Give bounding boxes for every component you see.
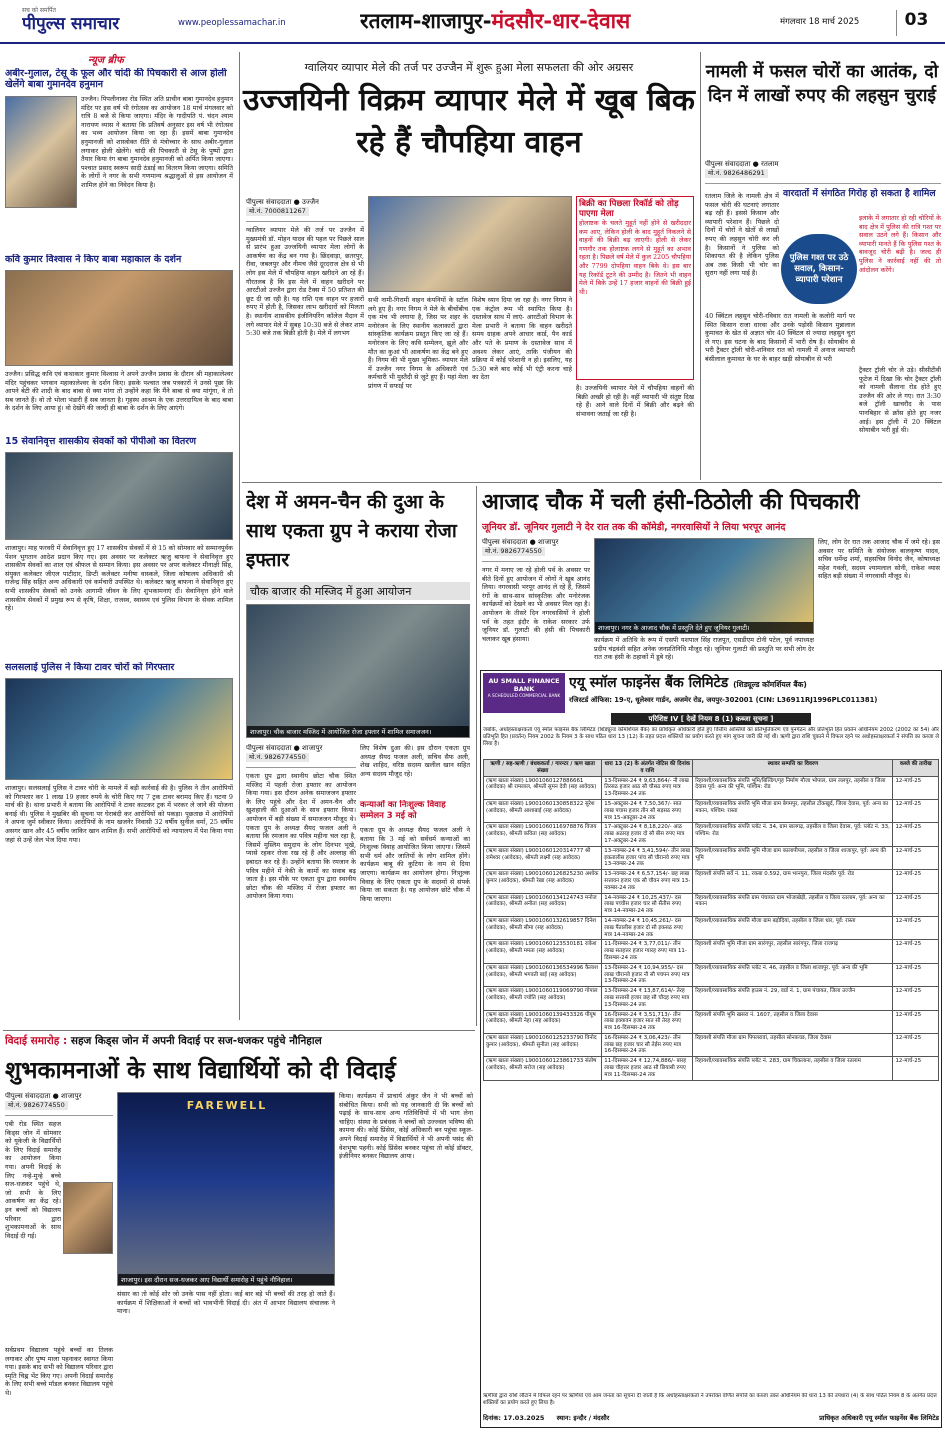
bank-cell-property: रिहायशी/व्यावसायिक संपत्ति ग्राम पंचायत ग्राम भोजाखेड़ी, तहसील व जिला रतलाम, पूर्व: अन्य का मकान (693, 893, 893, 916)
bank-cell-date: 12-मार्च-25 (893, 823, 939, 846)
bank-cell-notice: 16-दिसम्बर-24 ₹ 3,51,713/- तीन लाख इक्यावन हजार सात सौ तेरह रुपए मात्र 16-दिसम्बर-24 तक (602, 1010, 693, 1033)
bank-cell-notice: 13-दिसम्बर-24 ₹ 9,63,864/- नौ लाख तिरसठ हजार आठ सौ चौसठ रुपए मात्र 13-दिसम्बर-24 तक (602, 776, 693, 799)
vikram-kicker: ग्वालियर व्यापार मेले की तर्ज पर उज्जैन में शुरू हुआ मेला सफलता की ओर अग्रसर (304, 61, 634, 74)
bank-cell-date: 12-मार्च-25 (893, 1033, 939, 1056)
azad-subhead: जूनियर डॉ. जूनियर गुलाटी ने देर रात तक की कॉमेडी, नगरवासियों ने लिया भरपूर आनंद (482, 522, 786, 533)
bank-cell-property: रिहायशी/व्यावसायिक संपत्ति मौजा ग्राम बड़ोदिया, तहसील व जिला धार, पूर्व: रास्ता (693, 916, 893, 939)
brief-headline-2: कवि कुमार विश्वास ने किए बाबा महाकाल के दर्शन (5, 254, 182, 265)
bank-cell-borrower: (ऋण खाता संख्या) L9001060123861733 संतोष (आवेदक), श्रीमती सरोज (सह आवेदक) (484, 1057, 602, 1080)
bank-cell-date: 12-मार्च-25 (893, 1010, 939, 1033)
bank-notice-title: परिशिष्ट IV [ देखें नियम 8 (1) कब्जा सूचना ] (611, 713, 811, 725)
bank-date-label: दिनांक: 17.03.2025 (483, 1414, 545, 1422)
vidai-body-3: किया। कार्यक्रम में प्राचार्य अंकुर जैन ने भी बच्चों को संबोधित किया। सभी को यह जानकारी दी कि बच्चों को पढ़ाई के साथ-साथ अन्य गतिविधियों में भी भाग लेना चाहिए। संस्था के प्रबंधक ने बच्चों को उज्ज्वल भविष्य की कामना की। कोई प्रिंसेस, कोई अधिकारी बन पहुंचा स्कूल- अपने विदाई समारोह में विद्यार्थियों ने भी अपनी पसंद की वेशभूषा पहनी। कोई प्रिंसेस बनकर पहुंचा तो कोई डॉक्टर, इंजीनियर बनकर विद्यालय आया। (339, 1092, 473, 1161)
logo-tag: सच को समर्पित (22, 7, 56, 14)
bank-cell-property: रिहायशी संपत्ति मौजा ग्राम पिपलरावां, तहसील सोनकच्छ, जिला देवास (693, 1033, 893, 1056)
bank-logo-sub: A SCHEDULED COMMERCIAL BANK (487, 693, 561, 698)
teacher-photo (63, 1182, 113, 1254)
bank-title-tag: (शिड्यूल्ड कॉमर्शियल बैंक) (733, 680, 807, 689)
bank-cell-date: 12-मार्च-25 (893, 776, 939, 799)
namli-quote (781, 234, 857, 304)
bank-table-row (484, 963, 939, 986)
iftar-headline: देश में अमन-चैन की दुआ के साथ एकता ग्रुप ने कराया रोजा इफ्तार (246, 491, 457, 571)
vidai-kicker (5, 1034, 475, 1050)
bank-cell-notice: 13-नवम्बर-24 ₹ 6,57,154/- छह लाख सत्तावन हजार एक सौ चौवन रुपए मात्र 13-नवम्बर-24 तक (602, 870, 693, 893)
namli-body-2: इलाके में लगातार हो रही चोरियों के बाद क्षेत्र में पुलिस की रात्रि गश्त पर सवाल उठने लगे हैं। किसान और व्यापारी मानते हैं कि पुलिस गश्त के बावजूद चोरी बढ़ी है। जल्द ही पुलिस ने कार्रवाई नहीं की तो आंदोलन करेंगे। (859, 214, 941, 274)
bank-cell-borrower: (ऋण खाता संख्या) L9001060134124743 मनोज (आवेदक), श्रीमती अनीता (सह आवेदक) (484, 893, 602, 916)
azad-photo-caption: शाजापुर। नगर के आजाद चौक में प्रस्तुति देते हुए जूनियर गुलाटी। (595, 622, 813, 633)
iftar-byline-text: पीपुल्स संवाददाता ● शाजापुर (246, 744, 323, 752)
bank-place-label: स्थान: इन्दौर / मंदसौर (556, 1414, 610, 1422)
bank-table-row (484, 1010, 939, 1033)
namli-story (703, 54, 943, 482)
bank-cell-date: 12-मार्च-25 (893, 987, 939, 1010)
iftar-body-3: एकता ग्रुप के अध्यक्ष सैयद फजल अली ने बताया कि 3 मई को सर्वधर्म कन्याओं का निःशुल्क विवाह आयोजित किया जाएगा। जिसमें सभी धर्म और जातियों के लोग शामिल होंगे। कार्यक्रम बाबू की कुटिया के नाम से दिया जाएगा। कार्यक्रम का आयोजन होगा। निःशुल्क विवाह के लिए एकता ग्रुप के सदस्यों से संपर्क किया जा सकता है। यह आयोजन छोटे चौक में किया जाएगा। (360, 826, 470, 903)
vikram-mobile: मो.नं. 7000811267 (246, 207, 309, 216)
bank-table (483, 759, 939, 1081)
bank-cell-notice: 11-दिसम्बर-24 ₹ 3,77,011/- तीन लाख सतहत्तर हजार ग्यारह रुपए मात्र 11-दिसम्बर-24 तक (602, 940, 693, 963)
iftar-mobile: मो.नं. 9826774550 (246, 753, 309, 762)
bank-cell-property: रिहायशी/व्यावसायिक संपत्ति भूमि/बिल्डिंग/गृह निर्माण मौजा भोपाल, ग्राम ललपुर, तहसील व जिला देवास पूर्व: अन्य की भूमि, पश्चिम: रोड (693, 776, 893, 799)
namli-headline: नामली में फसल चोरों का आतंक, दो दिन में लाखों रुपए की लहसुन चुराई (705, 62, 939, 106)
vikram-byline (246, 198, 364, 222)
bank-title-text: एयू स्मॉल फाइनेंस बैंक लिमिटेड (569, 675, 729, 691)
bank-table-row (484, 893, 939, 916)
bank-col-property: स्थावर सम्पत्ति का विवरण (693, 760, 893, 777)
farewell-photo (117, 1092, 335, 1286)
azad-body-1: नगर में मनाए जा रहे होली पर्व के अवसर पर बीते दिनों हुए आयोजन में लोगों ने खूब आनंद लिया। नगरवासी भरपूर आनंद ले रहे हैं, जिसमें रंगों के साथ-साथ सांस्कृतिक और मनोरंजक कार्यक्रमों को देखने का भी अवसर मिल रहा है। आयोजन के तीसरे दिन नगरवासियों ने होली पर्व के तहत इंदौर के राकेश सरकार उर्फ जूनियर डॉ. गुलाटी की हंसी की पिचकारी चलाकर खूब हंसाया। (482, 566, 590, 643)
bank-signatory: प्राधिकृत अधिकारी एयू स्मॉल फाइनेंस बैंक लिमिटेड (819, 1414, 939, 1422)
kumar-vishwas-photo (5, 270, 233, 366)
police-arrest-photo (5, 678, 233, 780)
bank-cell-notice: 17-अक्टूबर-24 ₹ 8,18,220/- आठ लाख अठारह हजार दो सौ बीस रुपए मात्र 17-अक्टूबर-24 तक (602, 823, 693, 846)
bank-table-header (484, 760, 939, 777)
bank-cell-borrower: (ऋण खाता संख्या) L9001060132619857 दिनेश (आवेदक), श्रीमती सीमा (सह आवेदक) (484, 916, 602, 939)
brief-body-1: उज्जैन। पिपलीनाका रोड स्थित अति प्राचीन बाबा गुमानदेव हनुमान मंदिर पर इस वर्ष भी रंगोत्सव का आयोजन 18 मार्च मंगलवार को रात्रि 8 बजे से किया जाएगा। मंदिर के गादीपति पं. चंदन श्याम नारायण व्यास ने बताया कि प्रतिवर्ष अनुसार इस वर्ष भी रंगोत्सव का भव्य आयोजन किया जा रहा है। इसमें बाबा गुमानदेव हनुमानजी को शास्त्रोक्त रीति से मंत्रोच्चार के साथ अबीर-गुलाल लगाकर होली खेलेंगे। चांदी की पिचकारी से टेसू के पुष्पों द्वारा तैयार किया रंग बाबा गुमानदेव हनुमानजी को अर्पित किया जाएगा। पश्चात प्रसाद स्वरूप सादी ठंडाई का वितरण किया जाएगा। समिति के लोगों ने नगर के सभी गणमान्य श्रद्धालुओं से इस आयोजन में शामिल होने का निवेदन किया है। (81, 95, 233, 189)
bank-cell-borrower: (ऋण खाता संख्या) L9001060136534996 कैलाश (आवेदक), श्रीमती भगवती बाई (सह आवेदक) (484, 963, 602, 986)
vidai-kicker-text: सहज किड्स जोन में अपनी विदाई पर सज-धजकर पहुंचे नौनिहाल (70, 1035, 322, 1047)
azad-byline (482, 538, 590, 562)
vikram-box-body: होलाष्टक के चलते मुहूर्त नहीं होने से खरीददार कम आए, लेकिन होली के बाद मुहूर्त निकलने से वाहनों की बिक्री बढ़ जाएगी। होली से लेकर गणगौर तक होलाष्टक लगने से मुहूर्त का अभाव रहता है। पिछले वर्ष मेले में कुल 2205 चौपहिया और 7799 दोपहिया वाहन बिके थे। इस बार यह रिकॉर्ड टूटने की उम्मीद है। जितने भी वाहन मेले में बिके उन्हें 17 हजार वाहनों की बिक्री हुई थी। (579, 219, 691, 296)
iftar-subhead: चौक बाजार की मस्जिद में हुआ आयोजन (246, 582, 470, 600)
namli-byline-text: पीपुल्स संवाददाता ● रतलाम (705, 160, 779, 168)
bank-table-row (484, 1057, 939, 1080)
iftar-body-2: लिए विशेष दुआ की। इस दौरान एकता ग्रुप अध्यक्ष सैयद फजल अली, सचिव सैफ अली, शेख शाहिद, वरिष्ठ सदस्य खलील खान सहित अन्य सदस्य मौजूद रहे। (360, 744, 470, 778)
au-bank-notice (480, 670, 942, 1428)
bank-cell-property: रिहायशी संपत्ति भूमि मौजा ग्राम सारंगपुर, तहसील सारंगपुर, जिला राजगढ़ (693, 940, 893, 963)
page-number: 03 (896, 10, 936, 36)
brief-headline-4: सलसलाई पुलिस ने किया टावर चोरों को गिरफ्तार (5, 662, 175, 673)
ppo-distribution-photo (5, 452, 233, 540)
bank-col-date: कब्जे की तारीख (893, 760, 939, 777)
vidai-body-4: संसार का तो कोई शोर जो उनके पास नहीं होता। कई बार बड़े भी बच्चों की तरह हो जाते हैं। कार्यक्रम में शिक्षिकाओं ने बच्चों को भावभीनी विदाई दी। अंत में आभार विद्यालय संचालक ने माना। (117, 1290, 335, 1316)
bank-cell-date: 12-मार्च-25 (893, 940, 939, 963)
vidai-byline (5, 1092, 113, 1116)
logo (22, 6, 172, 36)
azad-photo (594, 538, 814, 634)
iftar-photo (246, 604, 470, 738)
bank-cell-borrower: (ऋण खाता संख्या) L9001060116978876 विजय (आवेदक), श्रीमती कविता (सह आवेदक) (484, 823, 602, 846)
bank-date (483, 1413, 939, 1425)
bank-cell-notice: 13-दिसम्बर-24 ₹ 13,87,614/- तेरह लाख सत्तासी हजार छह सौ चौदह रुपए मात्र 13-दिसम्बर-24 तक (602, 987, 693, 1010)
edition-title-b: मंदसौर-धार-देवास (491, 9, 631, 33)
news-brief-column (3, 52, 235, 1032)
brief-headline-1: अबीर-गुलाल, टेसू के फूल और चांदी की पिचकारी से आज होली खेलेंगे बाबा गुमानदेव हनुमान (5, 68, 227, 90)
bank-table-row (484, 799, 939, 822)
logo-text: पीपुल्स समाचार (22, 14, 120, 34)
iftar-photo-caption: शाजापुर। चौक बाजार मस्जिद में आयोजित रोजा इफ्तार में शामिल समाजजन। (247, 726, 469, 737)
bank-table-row (484, 987, 939, 1010)
bank-cell-notice: 15-अक्टूबर-24 ₹ 7,50,367/- सात लाख पचास हजार तीन सौ सड़सठ रुपए मात्र 15-अक्टूबर-24 तक (602, 799, 693, 822)
brief-body-3: शाजापुर। माह फरवरी में सेवानिवृत्त हुए 17 शासकीय सेवकों में से 15 को सोमवार को सम्मानपूर्वक पेंशन भुगतान आदेश प्रदान किए गए। इस अवसर पर कलेक्टर ऋजु बाफना ने सेवानिवृत्त हुए शासकीय सेवकों का शाल एवं श्रीफल से सम्मान किया। इस अवसर पर अपर कलेक्टर मीनाक्षी सिंह, संयुक्त कलेक्टर जीएल पाटीदार, डिप्टी कलेक्टर मनीषा वास्कले, जिला कोषालय अधिकारी श्री राजेन्द्र सिंह सहित अन्य अधिकारी एवं कर्मचारी उपस्थित थे। कलेक्टर ऋजु बाफना ने सेवानिवृत्त हुए सभी शासकीय सेवकों को उनके आगामी जीवन के लिए शुभकामनाएं दीं। सेवानिवृत्त होने वाले शासकीय सेवकों में प्रमुख रूप से कृषि, शिक्षा, राजस्व, स्वास्थ्य एवं पुलिस विभाग के सेवक शामिल रहे। (5, 544, 233, 613)
bank-address: रजिस्टर्ड ऑफिस: 19-ए, धूलेश्वर गार्डन, अजमेर रोड, जयपुर-302001 (CIN: L36911RJ1996PLC011381) (569, 696, 878, 704)
vidai-kicker-label: विदाई समारोह : (5, 1035, 68, 1047)
bank-footer: ऋणीयों द्वारा राशि लौटाने में विफल रहने पर ऋणियों एवं आम जनता को सूचना दी जाती है कि अधोहस्ताक्षरकर्ता ने उपरोक्त वर्णित संपत्ति का कब्जा उक्त अधिनियम की धारा 13 की उपधारा (4) के साथ पठित नियम 8 के अंतर्गत प्रदत्त शक्तियों का प्रयोग करते हुए लिया है। (483, 1393, 937, 1406)
vidai-body-2: सर्वप्रथम विद्यालय पहुंचे बच्चों का तिलक लगाकर और पुष्प माला पहनाकर स्वागत किया गया। इसके बाद सभी को विद्यालय परिवार द्वारा स्मृति चिह्न भेंट किए गए। अपनी विदाई समारोह के लिए सभी बच्चे मॉडल बनकर विद्यालय पहुंचे थे। (5, 1346, 113, 1397)
iftar-story (242, 486, 472, 1026)
vikram-body-2: सभी नामी-गिरामी वाहन कंपनियों के स्टॉल लगे हुए हैं। नगर निगम ने मेले के बीचोंबीच एक मंच भी लगाया है, जिस पर शहर के मनोरंजन के लिए स्थानीय कलाकारों द्वारा सांस्कृतिक कार्यक्रम प्रस्तुत किए जा रहे हैं। मनोरंजन के लिए कवि सम्मेलन, झूले और मौत का कुआं भी आकर्षण का केंद्र बने हुए हैं। निगम की भी मुख्य भूमिका- व्यापार मेले में उज्जैन नगर निगम के अधिकारी एवं कर्मचारी भी मुस्तैदी से जुटे हुए हैं। यहां मेला प्रांगण में सफाई पर (368, 296, 468, 390)
bank-cell-date: 12-मार्च-25 (893, 963, 939, 986)
vidai-mobile: मो.नं. 9826774550 (5, 1101, 68, 1110)
bank-cell-date: 12-मार्च-25 (893, 846, 939, 869)
bank-cell-borrower: (ऋण खाता संख्या) L9001060126825230 अशोक कुमार (आवेदक), श्रीमती रेखा (सह आवेदक) (484, 870, 602, 893)
bank-cell-date: 12-मार्च-25 (893, 799, 939, 822)
edition-title (360, 6, 760, 36)
namli-subhead: वारदातों में संगठित गिरोह हो सकता है शामिल (783, 188, 936, 199)
bank-cell-borrower: (ऋण खाता संख्या) L9001060119069790 गोपाल (आवेदक), श्रीमती ज्योति (सह आवेदक) (484, 987, 602, 1010)
bank-cell-notice: 13-नवम्बर-24 ₹ 3,41,594/- तीन लाख इकतालीस हजार पांच सौ चौरानवे रुपए मात्र 13-नवम्बर-24 तक (602, 846, 693, 869)
vidai-headline: शुभकामनाओं के साथ विद्यार्थियों को दी विदाई (5, 1056, 396, 1084)
issue-date: मंगलवार 18 मार्च 2025 (780, 17, 860, 27)
iftar-subhead-2: कन्याओं का निःशुल्क विवाह सम्मेलन 3 मई को (360, 800, 446, 821)
azad-mobile: मो.नं. 9826774550 (482, 547, 545, 556)
bank-cell-borrower: (ऋण खाता संख्या) L9001060139433326 पीयूष (आवेदक), श्रीमती नेहा (सह आवेदक) (484, 1010, 602, 1033)
vidai-byline-text: पीपुल्स संवाददाता ● शाजापुर (5, 1092, 82, 1100)
vikram-body-3: विशेष ध्यान दिया जा रहा है। नगर निगम ने एक कंट्रोल रूम भी स्थापित किया है। दस्तावेज साथ में लाएं- आरटीओ विभाग के मेला प्रभारी ने बताया कि वाहन खरीदते समय ग्राहक अपने आधार कार्ड, पैन कार्ड और पते के प्रमाण के दस्तावेज साथ में अवश्य लेकर आएं, ताकि पंजीयन की प्रक्रिया में कोई परेशानी न हो। इसलिए, यह 5:30 बजे बाद कोई भी एंट्री करना चाहे का देता (472, 296, 572, 382)
bank-cell-property: रिहायशी संपत्ति सर्वे नं. 11, रकबा 0.592, ग्राम भानपुरा, जिला मंदसौर पूर्व: रोड (693, 870, 893, 893)
brief-headline-3: 15 सेवानिवृत्त शासकीय सेवकों को पीपीओ का वितरण (5, 436, 197, 447)
website[interactable]: www.peoplessamachar.in (178, 18, 286, 28)
vikram-body-4: है। उज्जयिनी व्यापार मेले में चौपहिया वाहनों की बिक्री अच्छी हो रही है। वहीं व्यापारी भी संतुष्ट दिख रहे हैं। आने वाले दिनों में बिक्री और बढ़ने की संभावना जताई जा रही है। (576, 384, 694, 418)
bank-cell-property: रिहायशी/व्यावसायिक संपत्ति प्लॉट नं. 283, ग्राम चिकलाना, तहसील व जिला रतलाम (693, 1057, 893, 1080)
vikram-byline-text: पीपुल्स संवाददाता ● उज्जैन (246, 198, 319, 206)
bank-cell-property: रिहायशी/व्यावसायिक संपत्ति भूमि मौजा ग्राम बेगमपुर, तहसील टोंकखुर्द, जिला देवास, पूर्व: अन्य का मकान, पश्चिम: रास्ता (693, 799, 893, 822)
bank-title (569, 673, 939, 693)
bank-cell-date: 12-मार्च-25 (893, 893, 939, 916)
bank-cell-property: रिहायशी/व्यावसायिक संपत्ति भूमि मौजा ग्राम कालापीपल, तहसील व जिला शाजापुर, पूर्व: अन्य की भूमि (693, 846, 893, 869)
bank-cell-borrower: (ऋण खाता संख्या) L9001060125233790 विनोद कुमार (आवेदक), श्रीमती सुनीता (सह आवेदक) (484, 1033, 602, 1056)
iftar-body-1: एकता ग्रुप द्वारा स्थानीय छोटा चौक स्थित मस्जिद में पहली रोजा इफ्तार का आयोजन किया गया। इस दौरान अनेक समाजजन इफ्तार के लिए पहुंचे और देश में अमन-चैन और खुशहाली की दुआओं के साथ इफ्तार किया। आयोजन में बड़ी संख्या में समाजजन मौजूद थे। एकता ग्रुप के अध्यक्ष सैयद फजल अली ने बताया कि रमजान का पवित्र महीना चल रहा है, जिसमें मुस्लिम समुदाय के लोग दिनभर भूखे, प्यासे रहकर रोजा रख रहे हैं और अल्लाह की इबादत कर रहे हैं। उन्होंने बताया कि रमजान के पवित्र महीने में नेकी के कामों का सवाब बढ़ जाता है। इस मौके पर एकता ग्रुप द्वारा स्थानीय छोटा चौक की मस्जिद में रोजा इफ्तार का आयोजन किया गया। (246, 772, 356, 901)
namli-byline (705, 160, 941, 184)
namli-mobile: मो.नं. 9826486291 (705, 169, 768, 178)
vikram-mela-story (242, 50, 696, 482)
bank-cell-property: रिहायशी/व्यावसायिक संपत्ति प्लॉट नं. 46, तहसील व जिला शाजापुर, पूर्व: अन्य की भूमि (693, 963, 893, 986)
bank-cell-property: रिहायशी/व्यावसायिक संपत्ति प्लॉट नं. 34, ग्राम बालगढ़, तहसील व जिला देवास, पूर्व: प्लॉट नं. 33, पश्चिम: रोड (693, 823, 893, 846)
bank-cell-borrower: (ऋण खाता संख्या) L9001060123530181 राकेश (आवेदक), श्रीमती ममता (सह आवेदक) (484, 940, 602, 963)
vikram-box-title: बिक्री का पिछला रिकॉर्ड को तोड़ पाएगा मेला (579, 199, 679, 219)
bank-cell-borrower: (ऋण खाता संख्या) L9001060127886661 (आवेदक) श्री रामलाल, श्रीमती सुमन देवी (सह आवेदक) (484, 776, 602, 799)
bank-table-wrap (483, 759, 939, 1389)
bank-cell-date: 12-मार्च-25 (893, 1057, 939, 1080)
vikram-mela-photo (368, 196, 572, 292)
bank-col-borrower: ऋणी / सह-ऋणी / बंधककर्ता / गारन्टर / ऋण खाता संख्या (484, 760, 602, 777)
edition-title-a: रतलाम-शाजापुर- (360, 9, 492, 33)
vikram-headline: उज्जयिनी विक्रम व्यापार मेले में खूब बिक रहे हैं चौपहिया वाहन (243, 83, 695, 160)
bank-table-row (484, 940, 939, 963)
namli-quote-text: पुलिस गश्त पर उठे सवाल, किसान-व्यापारी परेशान (789, 252, 849, 285)
bank-cell-property: रिहायशी संपत्ति भूमि खसरा नं. 1607, तहसील व जिला देवास (693, 1010, 893, 1033)
bank-cell-notice: 14-नवम्बर-24 ₹ 10,25,437/- दस लाख पच्चीस हजार चार सौ सैंतीस रुपए मात्र 14-नवम्बर-24 तक (602, 893, 693, 916)
bank-cell-notice: 11-दिसम्बर-24 ₹ 12,74,886/- बारह लाख चौहत्तर हजार आठ सौ छियासी रुपए मात्र 11-दिसम्बर-24 तक (602, 1057, 693, 1080)
brief-body-4: शाजापुर। सलसलाई पुलिस ने टावर चोरी के मामले में बड़ी कार्रवाई की है। पुलिस ने तीन आरोपियों को गिरफ्तार कर 1 लाख 19 हजार रुपये के चोरी किए गए 7 ट्रक टावर बरामद किए हैं। घटना 9 मार्च की है। थाना प्रभारी ने बताया कि आरोपियों ने टावर काटकर ट्रक में भरकर ले जाने की योजना बनाई थी। पुलिस ने मुखबिर की सूचना पर घेराबंदी कर आरोपियों को पकड़ा। पूछताछ में आरोपियों ने अपना जुर्म स्वीकार किया। आरोपियों के नाम खजनेर निवासी 32 वर्षीय सुनील वर्मा, 25 वर्षीय असगर खान और 45 वर्षीय जाकिर खान शामिल हैं। सभी आरोपियों को न्यायालय में पेश किया गया जहां से उन्हें जेल भेज दिया गया। (5, 784, 233, 844)
vikram-body-1: ग्वालियर व्यापार मेले की तर्ज पर उज्जैन में मुख्यमंत्री डॉ. मोहन यादव की पहल पर पिछले साल से प्रारंभ हुआ उज्जयिनी व्यापार मेला लोगों के आकर्षण का केंद्र बन गया है। छिंदवाड़ा, छतरपुर, रीवा, जबलपुर और नीमच जैसे दूरदराज क्षेत्र से भी लोग इस मेले में चौपहिया वाहन खरीदने आ रहे हैं। गौरतलब है कि इस मेले में वाहन खरीदने पर आरटीओ उज्जैन द्वारा रोड टैक्स में 50 प्रतिशत की छूट दी जा रही है। यह राशि एक वाहन पर हजारों रुपए में होती है, जिसका लाभ खरीदारों को मिलता है। स्थानीय शासकीय इंजीनियरिंग कॉलेज मैदान में लगे व्यापार मेले में सुबह 10:30 बजे से लेकर शाम 5:30 बजे तक बिक्री होती है। मेले में लगभग (246, 226, 364, 338)
hanuman-photo (5, 96, 77, 208)
bank-cell-notice: 14-नवम्बर-24 ₹ 10,45,261/- दस लाख पैंतालीस हजार दो सौ इकसठ रुपए मात्र 14-नवम्बर-24 तक (602, 916, 693, 939)
vikram-sidebox (576, 196, 694, 380)
bank-cell-date: 12-मार्च-25 (893, 870, 939, 893)
azad-body-3: लिए, लोग देर रात तक आजाद चौक में जमे रहे। इस अवसर पर समिति के संयोजक बालकृष्ण यादव, सचिव धर्मेन्द्र शर्मा, सहसचिव विनोद जैन, कोषाध्यक्ष महेश गवली, सदस्य श्यामलाल सोनी, राकेश व्यास सहित बड़ी संख्या में नगरवासी मौजूद थे। (818, 538, 940, 581)
bank-intro: जबकि, अधोहस्ताक्षरकर्ता एयू स्मॉल फाइनेंस बैंक लिमिटेड (शिड्यूल्ड कॉमर्शियल बैंक) का प्राधिकृत अधिकारी होते हुए वित्तीय आस्तियों का प्रतिभूतिकरण एवं पुनर्गठन और प्रतिभूति हित प्रवर्तन अधिनियम 2002 (2002 का 54) और प्रतिभूति हित (प्रवर्तन) नियम 2002 के नियम 3 के साथ पठित धारा 13 (12) के तहत प्रदत्त शक्तियों का प्रयोग करते हुए मांग सूचना जारी की गई थी। ऋणी द्वारा राशि चुकाने में विफल रहने पर अधोहस्ताक्षरकर्ता ने संपत्ति का कब्जा ले लिया है। (483, 727, 939, 747)
bank-cell-borrower: (ऋण खाता संख्या) L9001060120314777 श्री रामेश्वर (आवेदक), श्रीमती लक्ष्मी (सह आवेदक) (484, 846, 602, 869)
bank-logo (483, 673, 565, 713)
masthead (0, 0, 945, 44)
namli-body-1: रतलाम जिले के नामली क्षेत्र में फसल चोरी की घटनाएं लगातार बढ़ रही हैं। इससे किसान और व्यापारी परेशान हैं। पिछले दो दिनों में चोरों ने खेतों से लाखों रुपए की लहसुन चोरी कर ली है। किसानों ने पुलिस को शिकायत की है लेकिन पुलिस अब तक किसी भी चोर का सुराग नहीं लगा पाई है। (705, 192, 779, 278)
bank-cell-notice: 13-दिसम्बर-24 ₹ 10,94,955/- दस लाख चौरानवे हजार नौ सौ पचपन रुपए मात्र 13-दिसम्बर-24 तक (602, 963, 693, 986)
bank-cell-property: रिहायशी/व्यावसायिक संपत्ति हाउस नं. 29, वार्ड नं. 1, ग्राम पंचायत, जिला उज्जैन (693, 987, 893, 1010)
bank-table-row (484, 916, 939, 939)
bank-cell-notice: 16-दिसम्बर-24 ₹ 3,06,423/- तीन लाख छह हजार चार सौ तेईस रुपए मात्र 16-दिसम्बर-24 तक (602, 1033, 693, 1056)
bank-logo-text: AU SMALL FINANCE BANK (488, 677, 560, 693)
vidai-story (3, 1034, 475, 1434)
vidai-body-1: एबी रोड स्थित सहज किड्स जोन में सोमवार को यूकेजी के विद्यार्थियों के लिए विदाई समारोह का आयोजन किया गया। अपनी विदाई के लिए नन्हे-मुन्हे बच्चे सज-धजकर पहुंचे थे, जो सभी के लिए आकर्षण का केंद्र रहे। इन बच्चों को विद्यालय परिवार द्वारा शुभकामनाओं के साथ विदाई दी गई। (5, 1120, 61, 1240)
azad-body-2: कार्यक्रम में अतिथि के रूप में एसपी यशपाल सिंह राजपूत, एसडीएम टोनी पटेल, पूर्व नपाध्यक्ष प्रदीप चंद्रवंशी सहित अनेक जनप्रतिनिधि मौजूद रहे। जूनियर गुलाटी की प्रस्तुति पर सभी लोग देर रात तक हंसी के ठहाकों में डूबे रहे। (594, 636, 814, 662)
azad-chowk-story (480, 486, 942, 666)
bank-cell-date: 12-मार्च-25 (893, 916, 939, 939)
azad-byline-text: पीपुल्स संवाददाता ● शाजापुर (482, 538, 559, 546)
namli-body-4: ट्रैक्टर ट्रॉली चोर ले उड़े। सीसीटीवी फुटेज में दिखा कि चोर ट्रैक्टर ट्रॉली को नामली सैलाना रोड होते हुए उज्जैन की ओर ले गए। रात 3:30 बजे ट्रॉली खाचरौद के पास पानबिहार से क्रॉस होते हुए नजर आई। इस ट्रॉली में 20 क्विंटल सोयाबीन भरी हुई थी। (859, 366, 941, 435)
bank-table-row (484, 870, 939, 893)
bank-col-notice: धारा 13 (2) के अंतर्गत नोटिस की दिनांक व राशि (602, 760, 693, 777)
bank-cell-borrower: (ऋण खाता संख्या) L9001060130858322 सुरेश (आवेदक), श्रीमती आशाबाई (सह आवेदक) (484, 799, 602, 822)
farewell-banner: FAREWELL (186, 1099, 268, 1112)
namli-body-3: 40 क्विंटल लहसुन चोरी-रविवार रात नामली के कलोरी मार्ग पर स्थित किसान राजा धारवा और उनके पड़ोसी किसान मुन्नालाल कुमावत के खेत से अज्ञात चोर 40 क्विंटल से ज्यादा लहसुन चुरा ले गए। इस घटना के बाद किसानों में भारी रोष है। सोयाबीन से भरी ट्रैक्टर ट्रॉली चोरी-शनिवार रात को नामली में अनाज व्यापारी बंसीलाल कुमावत के घर के बाहर खड़ी सोयाबीन से भरी (705, 312, 855, 363)
bank-table-row (484, 823, 939, 846)
brief-body-2: उज्जैन। प्रसिद्ध कवि एवं कथाकार कुमार विश्वास ने अपने उज्जैन प्रवास के दौरान श्री महाकालेश्वर मंदिर पहुंचकर भगवान महाकालेश्वर के दर्शन किए। इसके पश्चात जब पत्रकारों ने उनसे पूछा कि आपने बेटी की शादी के बाद बाबा से क्या मांगा तो उन्होंने कहा कि मैंने बाबा से क्या मांगूंगा, वे तो सब जानते हैं। वो तो भोला भंडारी हैं सब जानता है। गृहस्थ आश्रम के एक उत्तरदायित्व के बाद बाबा के दर्शन के लिए आया हूं। वो देखेंगे की जल्दी ही बाबा के दर्शन के लिए आएंगे। (5, 370, 233, 413)
bank-table-row (484, 846, 939, 869)
news-brief-label: न्यूज ब्रीफ (88, 55, 124, 66)
azad-headline: आजाद चौक में चली हंसी-ठिठोली की पिचकारी (482, 490, 860, 515)
bank-table-row (484, 1033, 939, 1056)
vidai-photo-caption: शाजापुर। इस दौरान सज-धजकर आए विद्यार्थी समारोह में पहुंचे नौनिहाल। (118, 1274, 334, 1285)
iftar-byline (246, 744, 356, 768)
bank-table-row (484, 776, 939, 799)
